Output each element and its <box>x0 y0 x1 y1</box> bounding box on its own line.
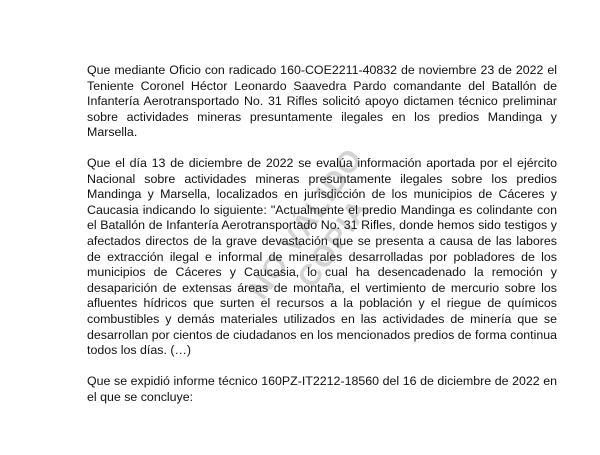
paragraph-oficio: Que mediante Oficio con radicado 160-COE2211-40832 de noviembre 23 de 2022 el Teniente Coronel Héctor Leonardo Saavedra Pardo comandante del Batallón de Infantería Aerotransportado No. 31 Rifles solicitó apoyo dictamen técnico preliminar sobre actividades mineras presuntamente ilegales en los predios Mandinga y Marsella. <box>87 63 557 140</box>
paragraph-informe-tecnico: Que se expidió informe técnico 160PZ-IT2212-18560 del 16 de diciembre de 2022 en el que se concluye: <box>87 374 557 404</box>
paragraph-evaluacion: Que el día 13 de diciembre de 2022 se evalúa información aportada por el ejército Nacional sobre actividades mineras presuntamente ilegales sobre los predios Mandinga y Marsella, localizados en jurisdicción de los municipios de Cáceres y Caucasia indicando lo siguiente: "Actualmente el predio Mandinga es colindante con el Batallón de Infantería Aerotransportado No. 31 Rifles, donde hemos sido testigos y afectados directos de la grave devastación que se presenta a causa de las labores de extracción ilegal e informal de minerales desarrolladas por pobladores de los municipios de Cáceres y Caucasia, lo cual ha desencadenado la remoción y desaparición de extensas áreas de montaña, el vertimiento de mercurio sobre los afluentes hídricos que surten el recursos a la población y el riegue de químicos combustibles y demás materiales utilizados en las actividades de minería que se desarrollan por cientos de ciudadanos en los mencionados predios de forma continua todos los días. (…) <box>87 156 557 358</box>
watermark-stamp: NO VÁLIDO COPIA <box>241 142 376 306</box>
